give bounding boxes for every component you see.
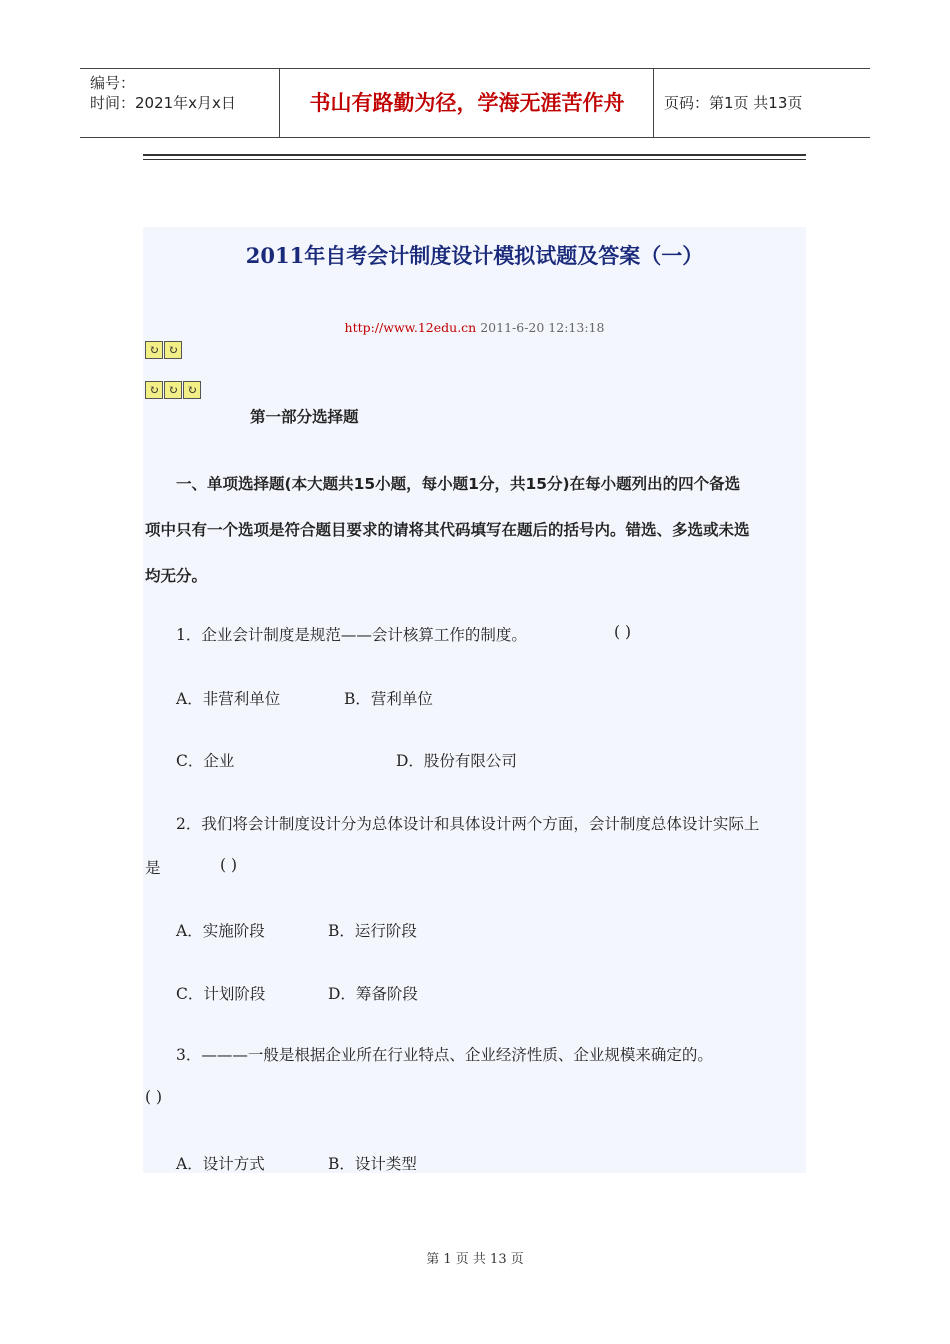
q1-option-c: C．企业 xyxy=(176,752,235,770)
q3-answer-paren: ( ) xyxy=(145,1088,163,1106)
reply-icon[interactable]: ↻ xyxy=(164,381,182,399)
intro-line-2: 项中只有一个选项是符合题目要求的请将其代码填写在题后的括号内。错选、多选或未选 xyxy=(145,521,750,539)
reply-icon[interactable]: ↻ xyxy=(145,381,163,399)
article-title: 2011年自考会计制度设计模拟试题及答案（一） xyxy=(245,243,704,268)
intro-line-1: 一、单项选择题(本大题共15小题，每小题1分，共15分)在每小题列出的四个备选 xyxy=(176,475,741,493)
source-time: 2011-6-20 12:13:18 xyxy=(480,320,605,335)
header-divider-thin xyxy=(143,159,806,160)
icon-row-2 xyxy=(145,381,201,399)
q1-option-d: D．股份有限公司 xyxy=(396,752,517,770)
section-title: 第一部分选择题 xyxy=(250,408,359,426)
q3-option-b: B．设计类型 xyxy=(328,1155,417,1173)
q2-stem-line-1: 2．我们将会计制度设计分为总体设计和具体设计两个方面，会计制度总体设计实际上 xyxy=(176,815,760,833)
intro-line-3: 均无分。 xyxy=(145,567,208,585)
q1-stem: 1．企业会计制度是规范——会计核算工作的制度。 xyxy=(176,626,527,644)
icon-row-1 xyxy=(145,341,182,359)
source-link[interactable]: http://www.12edu.cn xyxy=(344,320,477,335)
q3-stem: 3．———一般是根据企业所在行业特点、企业经济性质、企业规模来确定的。 xyxy=(176,1046,713,1064)
header-meta-cell xyxy=(80,69,280,137)
article-source xyxy=(143,320,806,335)
q1-option-a: A．非营利单位 xyxy=(176,690,281,708)
page-footer: 第 1 页 共 13 页 xyxy=(426,1252,524,1267)
q1-option-b: B．营利单位 xyxy=(344,690,433,708)
q2-option-b: B．运行阶段 xyxy=(328,922,417,940)
q2-answer-paren: ( ) xyxy=(220,856,238,874)
q2-option-d: D．筹备阶段 xyxy=(328,985,418,1003)
reply-icon[interactable]: ↻ xyxy=(145,341,163,359)
q2-option-a: A．实施阶段 xyxy=(176,922,265,940)
header-divider-thick xyxy=(143,154,806,156)
q1-answer-paren: ( ) xyxy=(614,623,632,641)
time-label: 时间：2021年x月x日 xyxy=(90,94,236,112)
page-info: 页码：第1页 共13页 xyxy=(664,94,803,112)
reply-icon[interactable]: ↻ xyxy=(164,341,182,359)
number-label: 编号： xyxy=(90,74,136,92)
reply-icon[interactable]: ↻ xyxy=(183,381,201,399)
q3-option-a: A．设计方式 xyxy=(176,1155,265,1173)
q2-option-c: C．计划阶段 xyxy=(176,985,266,1003)
header-table xyxy=(80,68,870,138)
q2-stem-line-2: 是 xyxy=(145,859,161,877)
motto: 书山有路勤为径，学海无涯苦作舟 xyxy=(281,69,654,137)
